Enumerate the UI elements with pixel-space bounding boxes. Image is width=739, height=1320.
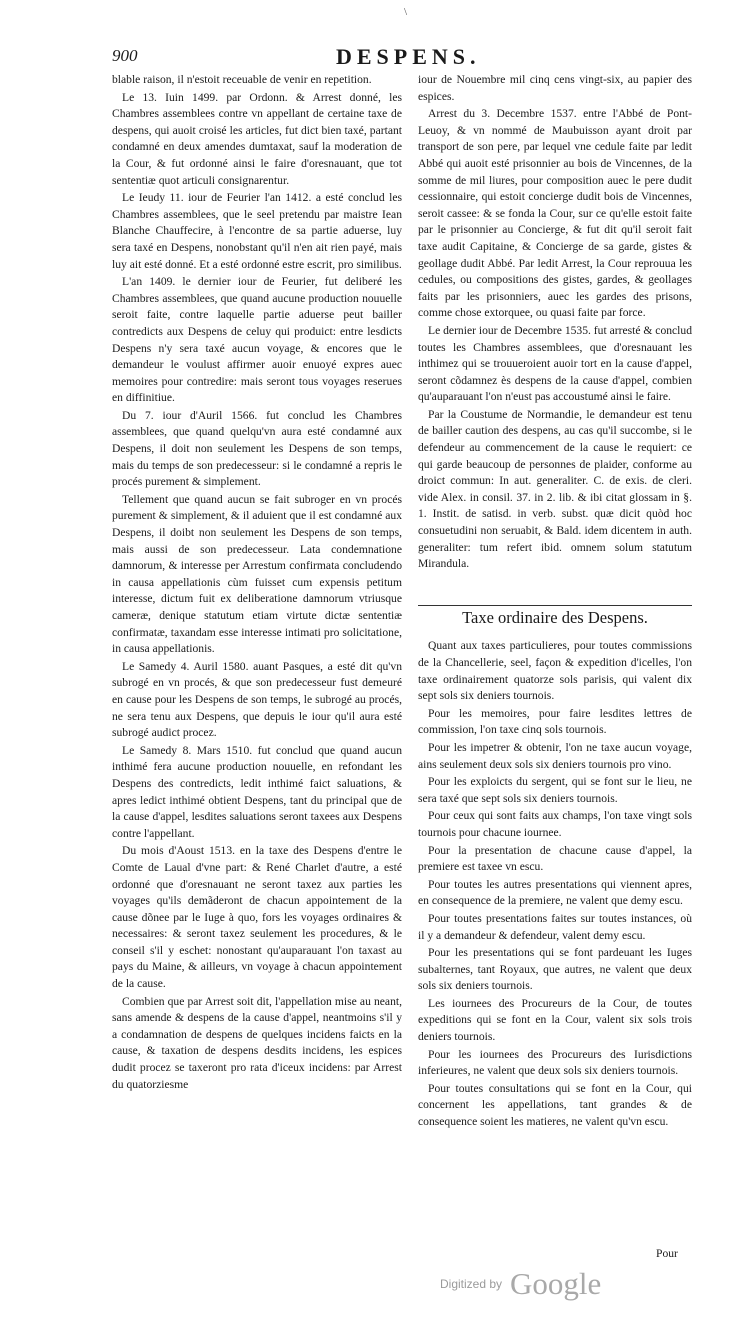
paragraph: Pour toutes consultations qui se font en la Cour, qui concernent les appellations, tant grandes & de consequence soient les matieres, ne valent qu'vn escu.	[418, 1081, 692, 1129]
paragraph: Pour la presentation de chacune cause d'appel, la premiere est taxee vn escu.	[418, 843, 692, 874]
digitized-footer	[440, 1266, 601, 1302]
top-mark: \	[404, 6, 408, 18]
paragraph: Le 13. Iuin 1499. par Ordonn. & Arrest donné, les Chambres assemblees contre vn appellant de certaine taxe de despens, qui auoit croisé les articles, fut dict bien taxé, partant condamné en deux amendes dumtaxat, sauf la moderation de la Cour, & fut ordonné ainsi le faire d'oresnauant, que tot sententiæ quot articuli consignarentur.	[112, 90, 402, 187]
page-header	[112, 44, 694, 72]
catchword: Pour	[656, 1247, 678, 1260]
paragraph: Le Samedy 8. Mars 1510. fut conclud que quand aucun inthimé fera aucune production nouuelle, en refondant les Despens des contredicts, ledit inthimé faict saluations, & apres ledict inthimé obtient Despens, tant du principal que de la cause d'appel, lesdites saluations seront taxees aux Despens contre l'appellant.	[112, 743, 402, 840]
paragraph: Pour toutes presentations faites sur toutes instances, où il y a demandeur & defendeur, valent demy escu.	[418, 911, 692, 942]
paragraph: Le Samedy 4. Auril 1580. auant Pasques, a esté dit qu'vn subrogé en vn procés, & que son predecesseur fust demeuré en cause pour les Despens de son temps, le subrogé au procés, ne sera tenu aux Despens, que depuis le iour qu'il aura esté subrogé audict procez.	[112, 659, 402, 740]
paragraph: Pour les impetrer & obtenir, l'on ne taxe aucun voyage, ains seulement deux sols six deniers tournois pro vino.	[418, 740, 692, 771]
left-column	[112, 72, 402, 1094]
paragraph: Du 7. iour d'Auril 1566. fut conclud les Chambres assemblees, que quand quelqu'vn aura esté condamné aux Despens, il doit non seulement les Despens de son temps, mais du temps de son predecesseur: si le condamné a repris le procés purement & simplement.	[112, 408, 402, 489]
paragraph: Le Ieudy 11. iour de Feurier l'an 1412. a esté conclud les Chambres assemblees, que le seel pretendu par maistre Iean Blanche Chauffecire, à l'encontre de sa partie aduerse, luy sera taxé en Despens, nonobstant qu'il n'en ait rien payé, mais luy ait esté donné. Et a esté ordonné estre escrit, pro similibus.	[112, 191, 402, 271]
paragraph: blable raison, il n'estoit receuable de venir en repetition.	[112, 73, 372, 86]
paragraph: Arrest du 3. Decembre 1537. entre l'Abbé de Pont-Leuoy, & vn nommé de Maubuisson ayant droit par transport de son pere, par lequel vne cedule faite par ledit Abbé qui auoit esté prisonnier au bois de Vincennes, de la somme de mil liures, pour composition auec le pere dudit cessionnaire, qui estoit concierge dudit bois de Vincennes, seroit cassee: & se fonda la Cour, sur ce qu'elle estoit faite par le prisonnier au Concierge, & fut dit qu'il seroit fait taxe audit Capitaine, & Concierge de sa garde, gistes & geollage dudit Abbé. Par ledit Arrest, la Cour reprouua les cedules, ou compositions des gistes, gardes, & geollages faits par les prisonniers, auec les gardes des prisons, comme chose extorquee, ou quasi faite par force.	[418, 107, 692, 320]
paragraph: L'an 1409. le dernier iour de Feurier, fut deliberé les Chambres assemblees, que quand aucune production nouuelle seroit faite, contre laquelle partie aduerse peut bailler contredicts aux Despens de celuy qui produict: entre lesdicts Despens n'y sera taxé aucun voyage, & encores que le demandeur le voulust affirmer auoir enuoyé expres auec memoires pour contredire: mais seront tous voyages reserues en diffinitiue.	[112, 275, 402, 405]
paragraph: Pour ceux qui sont faits aux champs, l'on taxe vingt sols tournois pour chacune iournee.	[418, 809, 692, 839]
page-number: 900	[112, 46, 138, 65]
google-logo: Google	[510, 1266, 602, 1301]
paragraph: Le dernier iour de Decembre 1535. fut arresté & conclud toutes les Chambres assemblees, que d'oresnauant les inthimez qui se trouueroient auoir tort en la cause d'appel, seront cõdamnez ès despens de la cause d'appel, combien qu'auparauant l'on n'eust pas accoustumé ainsi le faire.	[418, 323, 692, 404]
paragraph: Par la Coustume de Normandie, le demandeur est tenu de bailler caution des despens, au cas qu'il succombe, si le defendeur au commencement de la cause le requiert: ce qui garde beaucoup de personnes de plaider, conforme au droict commun: In aut. generaliter. C. de exis. de cleri. vide Alex. in consil. 37. in 2. lib. & ibi citat glossam in §. 1. Instit. de satisd. in verb. subst. quæ dicit quòd hoc consuetudini non seruabit, & Bald. idem dicentem in auth. generaliter: tum refert ibid. omnem solum statutum Mirandula.	[418, 407, 692, 571]
paragraph: Pour toutes les autres presentations qui viennent apres, en consequence de la premiere, ne valent que demy escu.	[418, 877, 692, 908]
paragraph: Les iournees des Procureurs de la Cour, de toutes expeditions qui se font en la Cour, valent six sols trois deniers tournois.	[418, 996, 692, 1044]
paragraph: Quant aux taxes particulieres, pour toutes commissions de la Chancellerie, seel, façon & expedition d'icelles, l'on taxe ordinairement quatorze sols parisis, qui valent dix sept sols six deniers tournois.	[418, 639, 692, 703]
right-column-bottom	[418, 638, 692, 1130]
digitized-by-label: Digitized by	[440, 1277, 503, 1291]
paragraph: Combien que par Arrest soit dit, l'appellation mise au neant, sans amende & despens de la cause d'appel, neantmoins s'il y a condamnation de despens de quelques incidens faicts en la cause, & taxation de despens desdits incidens, les espices dudit procez se taxeront pro rata d'iceux incidens: par Arrest du quatorziesme	[112, 994, 402, 1091]
paragraph: iour de Nouembre mil cinq cens vingt-six, au papier des espices.	[418, 73, 692, 103]
section-title: Taxe ordinaire des Despens.	[418, 605, 692, 627]
paragraph: Du mois d'Aoust 1513. en la taxe des Despens d'entre le Comte de Laual d'vne part: & René Charlet d'autre, a esté ordonné que d'oresnauant ne seront taxez aux parties les voyages qu'ils demãderont de chacun appointement de la cause dõnee par le Iuge à quo, fors les voyages ordinaires & necessaires: & seront taxez seulement les procedures, & le conseil s'il y eschet: nonostant qu'auparauant l'on taxast au pays du Maine, & ailleurs, vn voyage à chacun appointement de la cause.	[112, 844, 402, 991]
right-column	[418, 72, 692, 1132]
paragraph: Pour les memoires, pour faire lesdites lettres de commission, l'on taxe cinq sols tournois.	[418, 706, 692, 737]
paragraph: Pour les presentations qui se font pardeuant les Iuges subalternes, tant Royaux, que autres, ne valent que deux sols six deniers tournois.	[418, 946, 692, 993]
right-column-top	[418, 72, 692, 573]
paragraph: Pour les exploicts du sergent, qui se font sur le lieu, ne sera taxé que sept sols six deniers tournois.	[418, 775, 692, 805]
paragraph: Tellement que quand aucun se fait subroger en vn procés purement & simplement, & il aduient que il est condamné aux Despens, il doibt non seulement les Despens de son temps, mais aussi de son predecesseur. Lata condemnatione damnorum, & interesse per Arrestum confirmata concludendo in causa appellationis cùm fuisset cum expensis petitum interesse, dictum fuit ex deliberatione damnorum vtriusque cameræ, denique statutum etiam virtute dictæ sententiæ confirmatæ, taxandam esse interesse intimati pro solicitatione, in causa appellationis.	[112, 492, 402, 656]
paragraph: Pour les iournees des Procureurs des Iurisdictions inferieures, ne valent que deux sols six deniers tournois.	[418, 1047, 692, 1078]
running-title: DESPENS.	[336, 44, 481, 69]
